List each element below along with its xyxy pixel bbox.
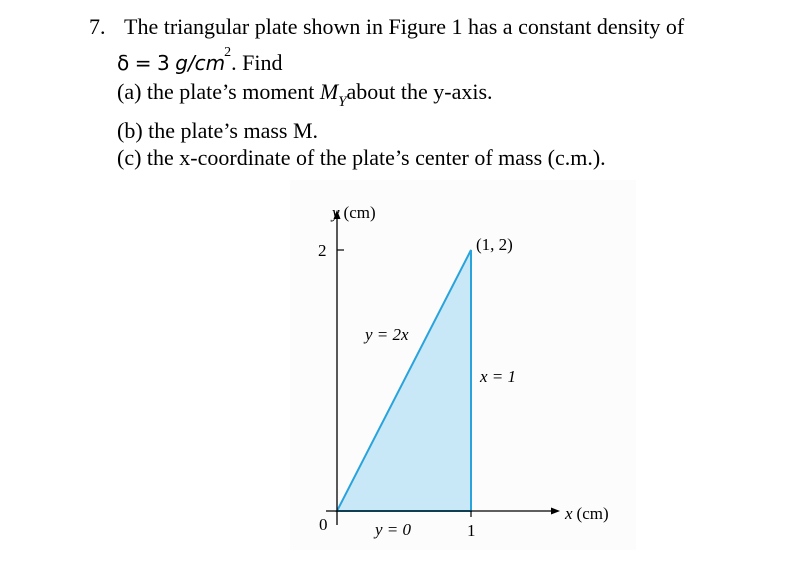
y-tick-2-label: 2 [318, 241, 327, 260]
triangle-plate-diagram [290, 180, 636, 550]
y-axis-label: y (cm) [332, 203, 376, 222]
part-a-suffix: about the y-axis. [346, 79, 493, 104]
part-a-prefix: (a) the plate’s moment [117, 79, 320, 104]
base-equation-label: y = 0 [375, 520, 412, 539]
density-value: 3 [157, 51, 170, 75]
vertical-edge-equation-label: x = 1 [480, 367, 517, 386]
x-tick-1-label: 1 [467, 521, 476, 540]
x-axis-arrowhead [551, 508, 560, 515]
density-symbol: δ [117, 51, 130, 75]
part-a [117, 79, 493, 108]
equals-sign: = [134, 51, 152, 75]
vertex-label: (1, 2) [476, 235, 513, 254]
density-suffix: . Find [231, 50, 283, 75]
part-c: (c) the x-coordinate of the plate’s center of mass (c.m.). [117, 145, 606, 170]
problem-statement: The triangular plate shown in Figure 1 has a constant density of [124, 14, 685, 39]
moment-subscript: Y [338, 94, 347, 110]
triangular-plate [337, 250, 471, 511]
density-unit: g/cm [175, 51, 226, 75]
x-tick-0-label: 0 [319, 515, 328, 534]
density-line [117, 45, 283, 80]
figure-1 [290, 180, 636, 550]
problem-number: 7. [89, 14, 106, 39]
moment-symbol: M [319, 79, 339, 104]
density-unit-exponent: 2 [224, 45, 232, 60]
part-b: (b) the plate’s mass M. [117, 118, 319, 143]
hypotenuse-equation-label: y = 2x [365, 325, 409, 344]
x-axis-label: x (cm) [565, 504, 609, 523]
